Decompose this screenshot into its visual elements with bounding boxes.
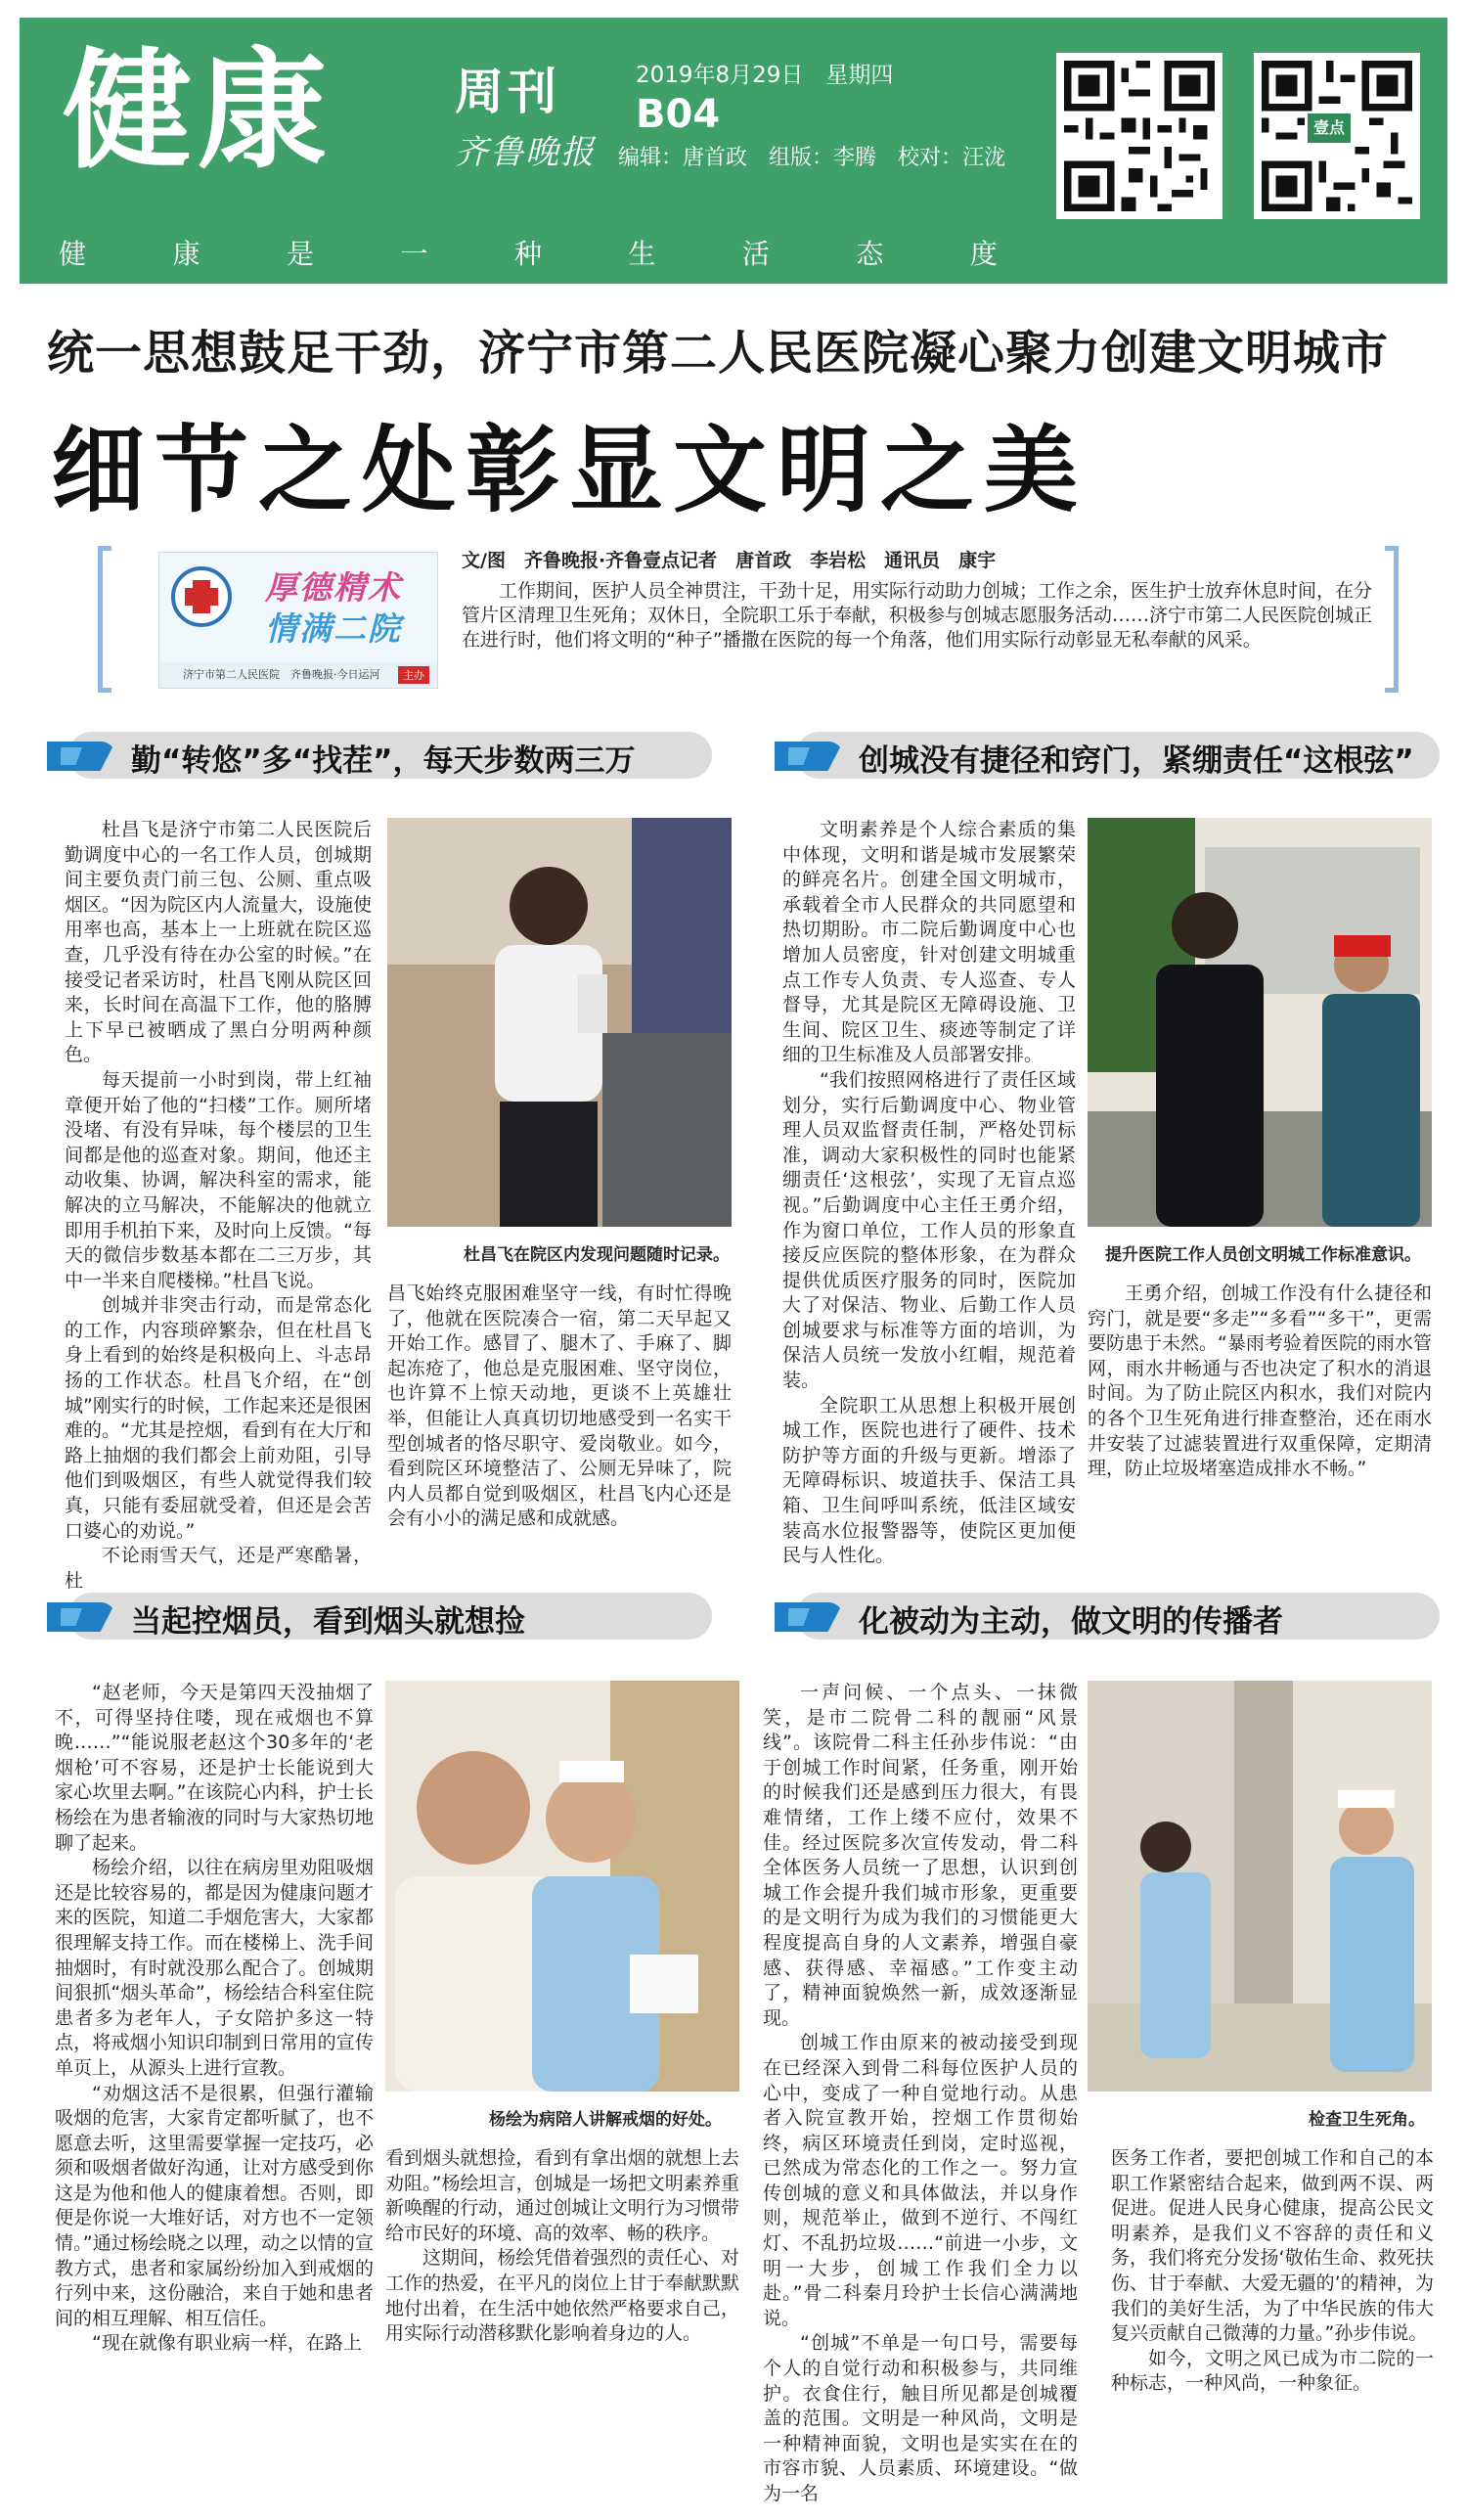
article-kicker: 统一思想鼓足干劲，济宁市第二人民医院凝心聚力创建文明城市 [47,326,1390,381]
byline: 文/图 齐鲁晚报·齐鲁壹点记者 唐首政 李岩松 通讯员 康宇 [462,550,997,571]
slogan-char: 健 [59,238,87,270]
section-3-col-2 [385,2146,739,2347]
masthead [20,18,1447,284]
paragraph: 创城并非突击行动，而是常态化的工作，内容琐碎繁杂，但在杜昌飞身上看到的始终是积极向上、斗志昂扬的工作状态。杜昌飞介绍，在“创城”刚实行的时候，工作起来还是很困难的。“尤其是控烟，看到有在大厅和路上抽烟的我们都会上前劝阻，引导他们到吸烟区，有些人就觉得我们较真，只能有委屈就受着，但还是会苦口婆心的劝说。” [65,1294,372,1542]
paragraph: 这期间，杨绘凭借着强烈的责任心、对工作的热爱，在平凡的岗位上甘于奉献默默地付出着，在生活中她依然严格要求自己，用实际行动潜移默化影响着身边的人。 [385,2247,739,2345]
paper-name: 齐鲁晚报 [455,133,596,172]
photo-inspector [387,818,732,1227]
slogan-char: 是 [286,238,314,270]
section-header [47,732,712,779]
paragraph: “劝烟这活不是很累，但强行灌输吸烟的危害，大家肯定都听腻了，也不愿意去听，这里需要掌握一定技巧，必须和吸烟者做好沟通，让对方感受到你这是为他和他人的健康着想。否则，即便是你说一大堆好话，对方也不一定领情。”通过杨绘晓之以理，动之以情的宣教方式，患者和家属纷纷加入到戒烟的行列中来，这份融洽，来自于她和患者间的相互理解、相互信任。 [55,2082,374,2329]
brand-title: 健康 [63,36,333,187]
intro-text: 工作期间，医护人员全神贯注，干劲十足，用实际行动助力创城；工作之余，医生护士放弃休息时间，在分管片区清理卫生死角；双休日，全院职工乐于奉献，积极参与创城志愿服务活动……济宁市第二人民医院创城正在进行时，他们将文明的“种子”播撒在医院的每一个角落，他们用实际行动彰显无私奉献的风采。 [462,580,1373,651]
photo-caption: 杨绘为病陪人讲解戒烟的好处。 [489,2110,722,2130]
hospital-cross-icon [171,566,232,627]
section-1-col-1 [65,818,372,1594]
section-title: 当起控烟员，看到烟头就想捡 [131,1604,525,1640]
slogan-char: 一 [400,238,428,270]
weekly-label: 周刊 [455,64,560,120]
paragraph: 如今，文明之风已成为市二院的一种标志，一种风尚，一种象征。 [1111,2347,1434,2395]
paragraph: 杨绘介绍，以往在病房里劝阻吸烟还是比较容易的，都是因为健康问题才来的医院，知道二手烟危害大，大家都很理解支持工作。而在楼梯上、洗手间抽烟时，有时就没那么配合了。创城期间狠抓“烟头革命”，杨绘结合科室住院患者多为老年人，子女陪护多这一特点，将戒烟小知识印制到日常用的宣传单页上，从源头上进行宣教。 [55,1857,374,2079]
qr-badge: 壹点 [1308,113,1351,143]
section-4-col-1 [763,1681,1078,2507]
slogan-char: 康 [172,238,200,270]
campaign-logo [158,552,438,689]
section-header [47,1593,712,1640]
section-4-col-2 [1111,2146,1434,2397]
editors-line: 编辑：唐首政 组版：李腾 校对：汪泷 [618,146,1006,170]
bracket-left [98,546,111,693]
paragraph: 看到烟头就想捡，看到有拿出烟的就想上去劝阻。”杨绘坦言，创城是一场把文明素养重新唤醒的行动，通过创城让文明行为习惯带给市民好的环境、高的效率、畅的秩序。 [385,2147,739,2244]
page-number: B04 [636,92,721,137]
photo-nurse-patient [385,1681,739,2092]
bracket-right [1385,546,1399,693]
paragraph: 医务工作者，要把创城工作和自己的本职工作紧密结合起来，做到两不误、两促进。促进人民身心健康，提高公民文明素养，是我们义不容辞的责任和义务，我们将充分发扬‘敬佑生命、救死扶伤、甘于奉献、大爱无疆的’的精神，为我们的美好生活，为了中华民族的伟大复兴贡献自己微薄的力量。”孙步伟说。 [1111,2147,1434,2345]
photo-staff-training [1088,818,1432,1227]
paragraph: 一声问候、一个点头、一抹微笑，是市二院骨二科的靓丽“风景线”。该院骨二科主任孙步伟说：“由于创城工作时间紧，任务重，刚开始的时候我们还是感到压力很大，有畏难情绪，工作上缕不应付，效果不佳。经过医院多次宣传发动，骨二科全体医务人员统一了思想，认识到创城工作会提升我们城市形象，更重要的是文明行为成为我们的习惯能更大程度提高自身的人文素养，增强自豪感、获得感、幸福感。”工作变主动了，精神面貌焕然一新，成效逐渐显现。 [763,1682,1078,2029]
paragraph: 创城工作由原来的被动接受到现在已经深入到骨二科每位医护人员的心中，变成了一种自觉地行动。从患者入院宣教开始，控烟工作贯彻始终，病区环境责任到岗，定时巡视，已然成为常态化的工作之一。努力宣传创城的意义和具体做法，并以身作则，规范举止，做到不逆行、不闯红灯、不乱扔垃圾……“前进一小步，文明一大步，创城工作我们全力以赴。”骨二科秦月玲护士长信心满满地说。 [763,2032,1078,2329]
section-title: 勤“转悠”多“找茬”，每天步数两三万 [131,743,636,779]
section-3-col-1 [55,1681,374,2357]
paragraph: 不论雨雪天气，还是严寒酷暑，杜 [65,1545,372,1592]
paragraph: 文明素养是个人综合素质的集中体现，文明和谐是城市发展繁荣的鲜亮名片。创建全国文明城市，承载着全市人民群众的共同愿望和热切期盼。市二院后勤调度中心也增加人员密度，针对创建文明城重点工作专人负责、专人巡查、专人督导，尤其是院区无障碍设施、卫生间、院区卫生、痰迹等制定了详细的卫生标准及人员部署安排。 [782,819,1076,1066]
section-title: 化被动为主动，做文明的传播者 [859,1604,1283,1640]
section-1-col-2 [387,1282,732,1532]
slogan-char: 活 [741,238,770,270]
paragraph: 全院职工从思想上积极开展创城工作，医院也进行了硬件、技术防护等方面的升级与更新。增添了无障碍标识、坡道扶手、保洁工具箱、卫生间呼叫系统，低洼区域安装高水位报警器等，使院区更加便民与人性化。 [782,1394,1076,1567]
paragraph: “我们按照网格进行了责任区域划分，实行后勤调度中心、物业管理人员双监督责任制，严格处罚标准，调动大家积极性的同时也能紧绷责任‘这根弦’，实现了无盲点巡视。”后勤调度中心主任王勇介绍，作为窗口单位，工作人员的形象直接反应医院的整体形象，在为群众提供优质医疗服务的同时，医院加大了对保洁、物业、后勤工作人员创城要求与标准等方面的培训，为保洁人员统一发放小红帽，规范着装。 [782,1068,1076,1392]
paragraph: 昌飞始终克服困难坚守一线，有时忙得晚了，他就在医院凑合一宿，第二天早起又开始工作。感冒了、腿木了、手麻了、脚起冻疮了，他总是克服困难、坚守岗位，也许算不上惊天动地，更谈不上英雄壮举，但能让人真真切切地感受到一名实干型创城者的恪尽职守、爱岗敬业。如今，看到院区环境整洁了、公厕无异味了，院内人员都自觉到吸烟区，杜昌飞内心还是会有小小的满足感和成就感。 [387,1282,732,1530]
paragraph: “赵老师，今天是第四天没抽烟了不，可得坚持住喽，现在戒烟也不算晚……”“能说服老赵这个30多年的‘老烟枪’可不容易，还是护士长能说到大家心坎里去啊。”在该院心内科，护士长杨绘在为患者输液的同时与大家热切地聊了起来。 [55,1682,374,1854]
paragraph: “现在就像有职业病一样，在路上 [92,2332,362,2355]
section-2-col-2 [1088,1282,1432,1482]
qr-code-icon[interactable] [1254,53,1420,219]
slogan [59,233,998,272]
logo-host: 主办 [398,666,429,684]
paragraph: 杜昌飞是济宁市第二人民医院后勤调度中心的一名工作人员，创城期间主要负责门前三包、公厕、重点吸烟区。“因为院区内人流量大，设施使用率也高，基本上一上班就在院区巡查，几乎没有待在办公室的时候。”在接受记者采访时，杜昌飞刚从院区回来，长时间在高温下工作，他的胳膊上下早已被晒成了黑白分明两种颜色。 [65,819,372,1066]
photo-inspection [1088,1681,1432,2092]
section-2-col-1 [782,818,1076,1569]
intro-box [98,546,1399,693]
slogan-char: 度 [969,238,998,270]
logo-line-2: 情满二院 [265,609,402,648]
slogan-char: 种 [513,238,542,270]
section-header [775,1593,1440,1640]
section-header [775,732,1440,779]
paragraph: 每天提前一小时到岗，带上红袖章便开始了他的“扫楼”工作。厕所堵没堵、有没有异味，每个楼层的卫生间都是他的巡查对象。期间，他还主动收集、协调，解决科室的需求，能解决的立马解决，不能解决的他就立即用手机拍下来，及时向上反馈。“每天的微信步数基本都在二三万步，其中一半来自爬楼梯。”杜昌飞说。 [65,1068,372,1291]
issue-date: 2019年8月29日 星期四 [636,63,894,88]
photo-caption: 杜昌飞在院区内发现问题随时记录。 [464,1245,730,1265]
photo-caption: 检查卫生死角。 [1309,2110,1425,2130]
logo-line-1: 厚德精术 [265,568,402,607]
slogan-char: 态 [856,238,884,270]
logo-strip: 济宁市第二人民医院 齐鲁晚报·今日运河 [159,662,437,688]
slogan-char: 生 [628,238,656,270]
section-title: 创城没有捷径和窍门，紧绷责任“这根弦” [859,743,1414,779]
photo-caption: 提升医院工作人员创文明城工作标准意识。 [1105,1245,1421,1265]
qr-code-icon[interactable] [1056,53,1222,219]
article-headline: 细节之处彰显文明之美 [51,416,1088,525]
paragraph: 王勇介绍，创城工作没有什么捷径和窍门，就是要“多走”“多看”“多干”，更需要防患于未然。“暴雨考验着医院的雨水管网，雨水井畅通与否也决定了积水的消退时间。为了防止院区内积水，我们对院内的各个卫生死角进行排查整治，还在雨水井安装了过滤装置进行双重保障，定期清理，防止垃圾堵塞造成排水不畅。” [1088,1282,1432,1480]
paragraph: “创城”不单是一句口号，需要每个人的自觉行动和积极参与，共同维护。衣食住行，触目所见都是创城覆盖的范围。文明是一种风尚，文明是一种精神面貌，文明也是实实在在的市容市貌、人员素质、环境建设。“做为一名 [763,2332,1078,2504]
